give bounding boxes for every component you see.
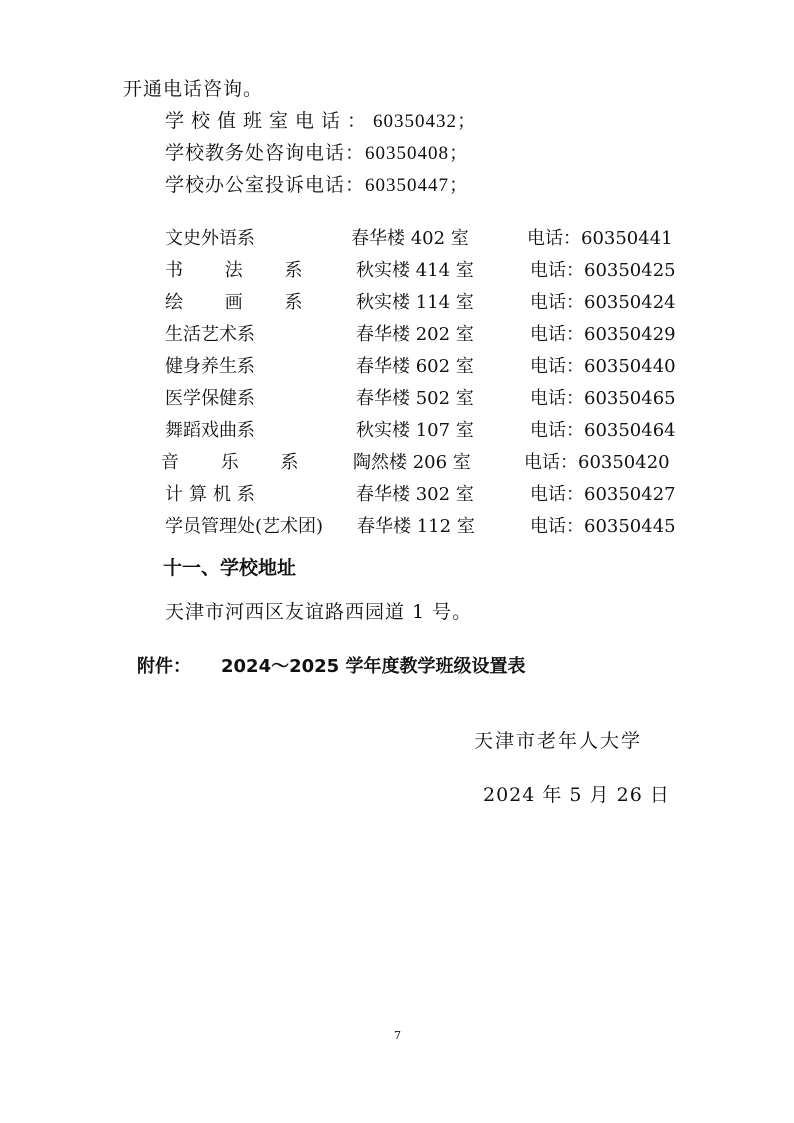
- department-name: 绘 画 系: [165, 292, 321, 313]
- department-phone: 电话：60350465: [530, 388, 676, 409]
- department-phone: 电话：60350441: [527, 228, 673, 249]
- department-name: 书 法 系: [165, 260, 321, 281]
- signature-org: 天津市老年人大学: [474, 730, 643, 752]
- department-name: 舞蹈戏曲系: [165, 420, 255, 441]
- department-name: 学员管理处(艺术团): [165, 516, 324, 537]
- academic-phone-label: 学校教务处咨询电话：: [165, 142, 366, 164]
- department-phone: 电话：60350429: [530, 324, 676, 345]
- department-row: [0, 288, 794, 320]
- attachment-text: 2024～2025 学年度教学班级设置表: [221, 656, 526, 677]
- department-room: 秋实楼 107 室: [356, 420, 474, 441]
- duty-phone-number: 60350432；: [373, 111, 478, 132]
- complaint-phone-label: 学校办公室投诉电话：: [165, 174, 366, 196]
- department-row: [0, 416, 794, 448]
- academic-phone-number: 60350408；: [365, 143, 470, 164]
- department-name: 健身养生系: [165, 356, 255, 377]
- department-phone: 电话：60350425: [530, 260, 676, 281]
- department-row: [0, 256, 794, 288]
- department-room: 春华楼 402 室: [351, 228, 469, 249]
- department-row: [0, 480, 794, 512]
- department-phone: 电话：60350420: [524, 452, 670, 473]
- department-phone: 电话：60350427: [530, 484, 676, 505]
- department-row: [0, 224, 794, 256]
- department-name: 计算机系: [165, 484, 261, 505]
- duty-phone-line: [165, 106, 477, 133]
- department-name: 文史外语系: [165, 228, 255, 249]
- department-row: [0, 448, 794, 480]
- department-room: 春华楼 202 室: [356, 324, 474, 345]
- academic-phone-line: [165, 138, 469, 165]
- department-room: 秋实楼 414 室: [356, 260, 474, 281]
- complaint-phone-number: 60350447；: [365, 175, 470, 196]
- page-number: 7: [394, 1029, 401, 1042]
- complaint-phone-line: [165, 170, 469, 197]
- intro-line: 开通电话咨询。: [123, 78, 264, 100]
- department-row: [0, 320, 794, 352]
- department-room: 春华楼 112 室: [357, 516, 475, 537]
- section-title: 十一、学校地址: [163, 557, 297, 579]
- department-room: 春华楼 302 室: [356, 484, 474, 505]
- department-room: 秋实楼 114 室: [356, 292, 474, 313]
- department-name: 生活艺术系: [165, 324, 255, 345]
- signature-date: 2024 年 5 月 26 日: [483, 784, 670, 806]
- department-row: [0, 384, 794, 416]
- department-name: 医学保健系: [165, 388, 255, 409]
- department-row: [0, 352, 794, 384]
- department-phone: 电话：60350424: [530, 292, 676, 313]
- school-address: 天津市河西区友谊路西园道 1 号。: [165, 601, 473, 623]
- department-room: 春华楼 502 室: [356, 388, 474, 409]
- department-room: 陶然楼 206 室: [353, 452, 471, 473]
- department-row: [0, 512, 794, 544]
- attachment-line: [137, 652, 525, 678]
- department-phone: 电话：60350445: [530, 516, 676, 537]
- attachment-label: 附件：: [137, 656, 191, 677]
- department-room: 春华楼 602 室: [356, 356, 474, 377]
- department-phone: 电话：60350464: [530, 420, 676, 441]
- department-name: 音 乐 系: [161, 452, 317, 473]
- department-phone: 电话：60350440: [530, 356, 676, 377]
- duty-phone-label: 学校值班室电话：: [165, 110, 374, 132]
